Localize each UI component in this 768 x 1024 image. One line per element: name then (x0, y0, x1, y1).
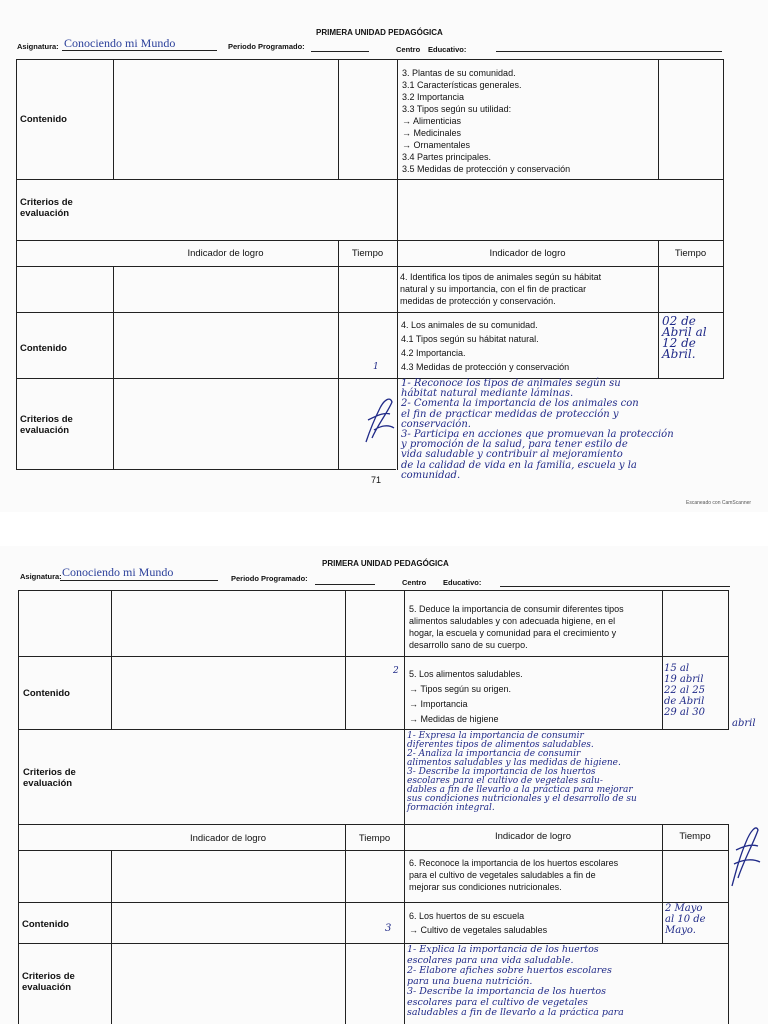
column-header-indicador: Indicador de logro (187, 248, 264, 259)
page-number: 71 (371, 475, 382, 485)
centro-label: Centro (396, 45, 421, 54)
column-header-indicador: Indicador de logro (489, 248, 566, 259)
tiempo-handwritten: 2 Mayo al 10 de Mayo. (665, 903, 706, 936)
periodo-label: Periodo Programado: (228, 42, 305, 51)
indicador-text: 6. Reconoce la importancia de los huertos escolares para el cultivo de vegetales saludables a fin de mejorar sus condiciones nutricionales. (409, 858, 619, 892)
tiempo-handwritten: 02 de Abril al 12 de Abril. (662, 314, 707, 361)
tiempo-handwritten: 15 al 19 abril 22 al 25 de Abril 29 al 30 (664, 663, 705, 718)
contenido-text: 3. Plantas de su comunidad. 3.1 Características generales. 3.2 Importancia 3.3 Tipos según su utilidad: → Alimenticias → Medicinales → Ornamentales 3.4 Partes principales. 3.5 Medidas de protección y conservación (402, 68, 571, 174)
contenido-text: 5. Los alimentos saludables. → Tipos según su origen. → Importancia → Medidas de higiene (409, 669, 523, 724)
row-label-criterios: Criterios de evaluación (22, 971, 75, 993)
page-title: PRIMERA UNIDAD PEDAGÓGICA (316, 28, 443, 37)
row-label-criterios: Criterios de evaluación (23, 767, 76, 789)
row-marker: 2 (393, 666, 399, 676)
contenido-text: 6. Los huertos de su escuela → Cultivo de vegetales saludables (409, 911, 548, 935)
row-label-contenido: Contenido (20, 114, 67, 125)
row-label-criterios: Criterios de evaluación (20, 414, 73, 436)
centro-label: Centro (402, 578, 427, 587)
page-gap (0, 512, 768, 546)
column-header-indicador: Indicador de logro (189, 833, 267, 844)
asignatura-value: Conociendo mi Mundo (62, 565, 174, 579)
scanner-stamp: Escaneado con CamScanner (686, 500, 752, 506)
row-marker: 3 (385, 923, 392, 934)
asignatura-value: Conociendo mi Mundo (64, 36, 176, 50)
row-marker: 1 (373, 362, 379, 372)
contenido-text: 4. Los animales de su comunidad. 4.1 Tipos según su hábitat natural. 4.2 Importancia. 4.3 Medidas de protección y conservación (401, 320, 570, 372)
periodo-label: Periodo Programado: (231, 574, 308, 583)
column-header-indicador: Indicador de logro (494, 831, 572, 842)
criterios-handwritten: 1- Expresa la importancia de consumir diferentes tipos de alimentos saludables. 2- Analiza la importancia de consumir alimentos saludables y las medidas de higiene. 3- Describe la importancia de los huertos escolares para el cultivo de vegetales salu- dables a fin de llevarlo a la práctica para mejorar sus condiciones nutricionales y el desarrollo de su formación integral. (407, 731, 637, 813)
column-header-tiempo: Tiempo (358, 833, 391, 844)
page-2 (0, 546, 768, 1024)
signature-scribble (360, 390, 398, 450)
row-label-criterios: Criterios de evaluación (20, 197, 73, 219)
page-title: PRIMERA UNIDAD PEDAGÓGICA (322, 559, 449, 568)
row-label-contenido: Contenido (22, 919, 69, 930)
row-label-contenido: Contenido (23, 688, 70, 699)
indicador-text: 5. Deduce la importancia de consumir diferentes tipos alimentos saludables y con adecuada higiene, en el hogar, la escuela y comunidad para el crecimiento y desarrollo sano de su cuerpo. (409, 604, 624, 650)
educativo-label: Educativo: (428, 45, 467, 54)
indicador-text: 4. Identifica los tipos de animales según su hábitat natural y su importancia, con el fin de practicar medidas de protección y conservación. (400, 272, 602, 306)
asignatura-label: Asignatura: (20, 572, 62, 581)
column-header-tiempo: Tiempo (679, 831, 711, 842)
educativo-label: Educativo: (443, 578, 482, 587)
tiempo-handwritten-extra: abril (732, 718, 756, 729)
signature-scribble (724, 816, 764, 896)
criterios-handwritten: 1- Explica la importancia de los huertos escolares para una vida saludable. 2- Elabore afiches sobre huertos escolares para una buena nutrición. 3- Describe la importancia de los huertos escolares para el cultivo de vegetales saludables a fin de llevarlo a la práctica para (407, 944, 624, 1018)
criterios-handwritten: 1- Reconoce los tipos de animales según su hábitat natural mediante láminas. 2- Comenta la importancia de los animales con el fin de practicar medidas de protección y conservación. 3- Participa en acciones que promuevan la protección y promoción de la salud, para tener estilo de vida saludable y contribuir al mejoramiento de la calidad de vida en la familia, escuela y la comunidad. (401, 378, 674, 481)
column-header-tiempo: Tiempo (351, 248, 384, 259)
row-label-contenido: Contenido (20, 343, 67, 354)
asignatura-label: Asignatura: (17, 42, 59, 51)
column-header-tiempo: Tiempo (674, 248, 707, 259)
